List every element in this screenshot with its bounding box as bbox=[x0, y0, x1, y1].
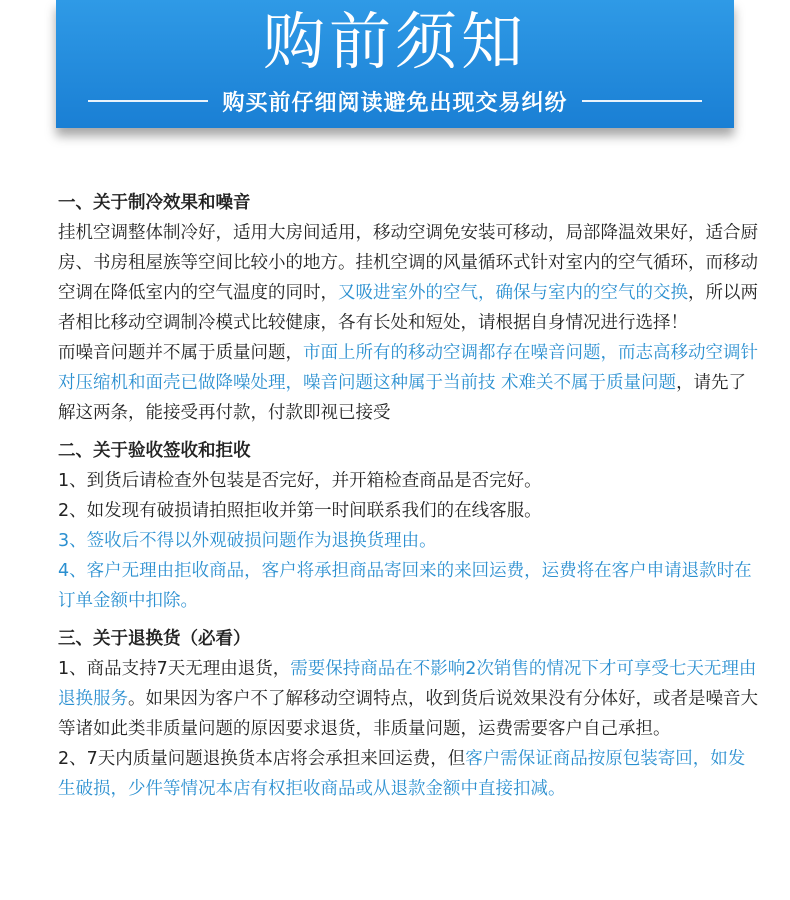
body-text: 1、到货后请检查外包装是否完好，并开箱检查商品是否完好。 bbox=[58, 471, 542, 491]
notice-section bbox=[58, 624, 758, 804]
body-text: 而噪音问题并不属于质量问题， bbox=[58, 343, 303, 363]
section-paragraph bbox=[58, 218, 758, 338]
body-text: 2、7天内质量问题退换货本店将会承担来回运费，但 bbox=[58, 749, 466, 769]
section-paragraph bbox=[58, 526, 758, 556]
header-banner bbox=[56, 0, 734, 128]
body-text: 挂机空调整体制冷好，适用大房间适用，移动空调免安装可移动，局部降温效果好，适合厨房、书房租屋族等空间比较小的地方。挂机空调的风量循环式针对室内的空气循环，而移动空调在降低室内的空气温度的同时， bbox=[58, 223, 758, 303]
section-heading: 三、关于退换货（必看） bbox=[58, 629, 251, 649]
highlighted-text: 3、签收后不得以外观破损问题作为退换货理由。 bbox=[58, 531, 437, 551]
section-paragraph bbox=[58, 466, 758, 496]
subtitle-left-rule bbox=[88, 100, 208, 102]
body-text: ，所以两者相比移动空调制冷模式比较健康，各有长处和短处，请根据自身情况进行选择！ bbox=[58, 283, 758, 333]
page-title: 购前须知 bbox=[262, 5, 527, 78]
notice-section bbox=[58, 436, 758, 616]
section-heading: 一、关于制冷效果和噪音 bbox=[58, 193, 251, 213]
notice-section bbox=[58, 188, 758, 428]
body-text: ，请先了解这两条，能接受再付款，付款即视已接受 bbox=[58, 373, 747, 423]
body-text: 2、如发现有破损请拍照拒收并第一时间联系我们的在线客服。 bbox=[58, 501, 542, 521]
notice-content bbox=[58, 188, 758, 804]
section-paragraph bbox=[58, 496, 758, 526]
subtitle-right-rule bbox=[582, 100, 702, 102]
section-gap bbox=[58, 616, 758, 624]
body-text: 1、商品支持7天无理由退货， bbox=[58, 659, 291, 679]
section-paragraph bbox=[58, 654, 758, 744]
section-paragraph bbox=[58, 338, 758, 428]
section-paragraph bbox=[58, 556, 758, 616]
section-gap bbox=[58, 428, 758, 436]
highlighted-text: 市面上所有的移动空调都存在噪音问题，而志高移动空调针对压缩机和面壳已做降噪处理，噪音问题这种属于当前技 术难关不属于质量问题 bbox=[58, 343, 758, 393]
highlighted-text: 4、客户无理由拒收商品，客户将承担商品寄回来的来回运费，运费将在客户申请退款时在订单金额中扣除。 bbox=[58, 561, 752, 611]
section-paragraph bbox=[58, 744, 758, 804]
subtitle-row bbox=[56, 86, 734, 116]
highlighted-text: 又吸进室外的空气，确保与室内的空气的交换 bbox=[338, 283, 688, 303]
section-heading: 二、关于验收签收和拒收 bbox=[58, 441, 251, 461]
body-text: 。如果因为客户不了解移动空调特点，收到货后说效果没有分体好，或者是噪音大等诸如此类非质量问题的原因要求退货，非质量问题，运费需要客户自己承担。 bbox=[58, 689, 758, 739]
page-subtitle: 购买前仔细阅读避免出现交易纠纷 bbox=[222, 90, 568, 116]
highlighted-text: 需要保持商品在不影响2次销售的情况下才可享受七天无理由退换服务 bbox=[58, 659, 757, 709]
highlighted-text: 客户需保证商品按原包装寄回，如发生破损，少件等情况本店有权拒收商品或从退款金额中直接扣减。 bbox=[58, 749, 746, 799]
